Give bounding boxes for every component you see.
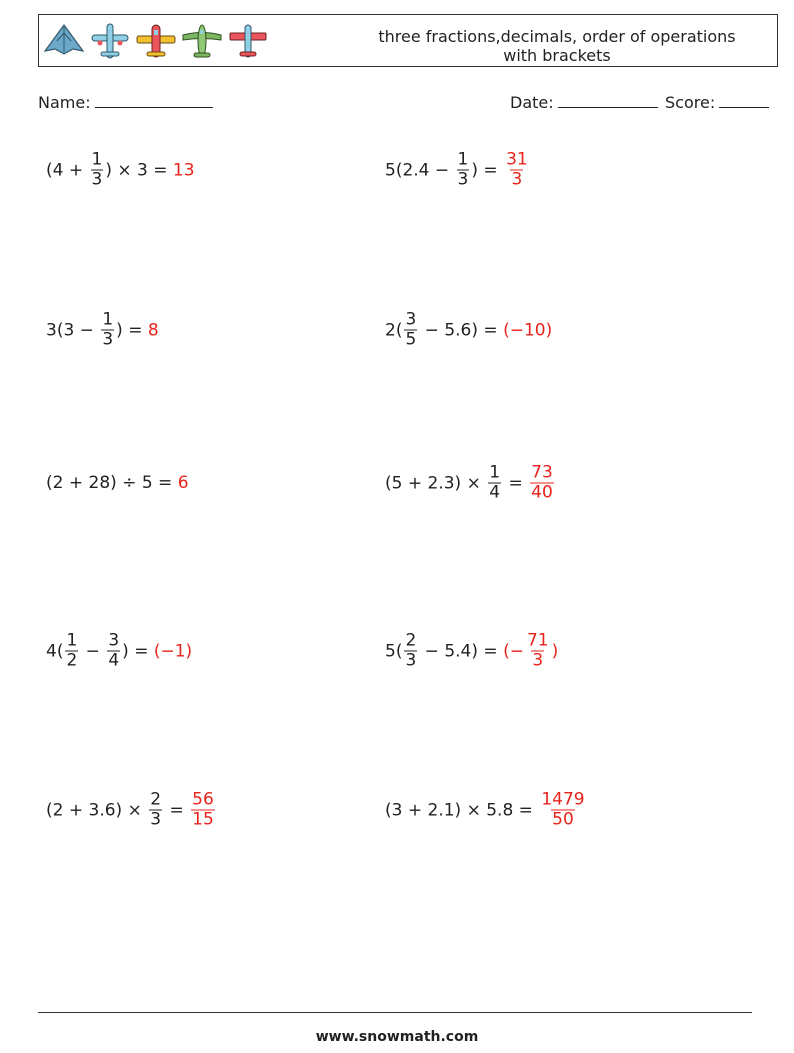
problem-5: [46, 473, 189, 493]
fraction: [505, 151, 529, 190]
problem-9: [46, 791, 217, 830]
expression-text: − 5.6) =: [419, 320, 504, 340]
expression-text: (2 + 3.6) ×: [46, 800, 148, 820]
denominator: 3: [405, 650, 417, 671]
problem-1: [46, 151, 195, 190]
score-label: Score:: [665, 93, 716, 112]
problem-10: [385, 791, 588, 830]
red-plane-icon: [227, 21, 269, 61]
numerator: 1: [457, 149, 469, 170]
title-line-1: three fractions,decimals, order of operations: [378, 27, 736, 46]
fraction: [540, 791, 585, 830]
numerator: 1: [91, 149, 103, 170]
expression-text: (5 + 2.3) ×: [385, 473, 487, 493]
problem-question: [385, 151, 503, 190]
name-blank[interactable]: [95, 93, 213, 108]
fraction: [404, 311, 417, 350]
fraction: [526, 632, 550, 671]
denominator: 3: [91, 169, 103, 190]
fraction: [149, 791, 162, 830]
problem-question: [46, 632, 154, 671]
green-plane-icon: [181, 21, 223, 61]
expression-text: (2 + 28) ÷ 5 =: [46, 473, 178, 493]
expression-text: =: [503, 473, 529, 493]
fraction: [488, 464, 501, 503]
expression-text: 3(3 −: [46, 320, 100, 340]
name-field[interactable]: [38, 93, 213, 112]
expression-text: 6: [177, 473, 189, 493]
problem-answer: [154, 641, 192, 661]
stealth-plane-icon: [43, 21, 85, 61]
problem-answer: [173, 160, 195, 180]
denominator: 3: [511, 169, 523, 190]
expression-text: − 5.4) =: [419, 641, 504, 661]
expression-text: 5(2.4 −: [385, 160, 455, 180]
expression-text: =: [164, 800, 190, 820]
jet-plane-icon: [89, 21, 131, 61]
numerator: 31: [506, 149, 528, 170]
expression-text: ) =: [116, 320, 148, 340]
numerator: 73: [531, 462, 553, 483]
fraction: [107, 632, 120, 671]
numerator: 3: [108, 630, 120, 651]
denominator: 15: [192, 809, 214, 830]
worksheet-header: [38, 14, 778, 67]
expression-text: 2(: [385, 320, 403, 340]
expression-text: 5(: [385, 641, 403, 661]
numerator: 2: [405, 630, 417, 651]
numerator: 2: [150, 789, 162, 810]
title-line-2: with brackets: [503, 46, 611, 65]
numerator: 1: [102, 309, 114, 330]
numerator: 1: [66, 630, 78, 651]
footer-url: www.snowmath.com: [315, 1029, 479, 1045]
numerator: 71: [526, 630, 549, 651]
expression-text: ): [551, 641, 559, 661]
denominator: 50: [552, 809, 574, 830]
numerator: 1: [489, 462, 501, 483]
expression-text: 4(: [46, 641, 64, 661]
problem-answer: [528, 464, 556, 503]
expression-text: ) × 3 =: [105, 160, 173, 180]
denominator: 3: [102, 329, 114, 350]
score-blank[interactable]: [719, 93, 769, 108]
denominator: 2: [66, 650, 78, 671]
numerator: 56: [192, 789, 214, 810]
problem-question: [46, 311, 148, 350]
problem-7: [46, 632, 192, 671]
denominator: 4: [489, 482, 501, 503]
fraction: [91, 151, 104, 190]
fraction: [404, 632, 417, 671]
problem-question: [385, 632, 503, 671]
problem-8: [385, 632, 558, 671]
expression-text: ) =: [471, 160, 504, 180]
problem-answer: [148, 320, 159, 340]
expression-text: (−1): [153, 641, 193, 661]
problem-question: [385, 464, 528, 503]
denominator: 5: [405, 329, 417, 350]
problem-2: [385, 151, 531, 190]
problem-6: [385, 464, 556, 503]
name-label: Name:: [38, 93, 91, 112]
fraction: [457, 151, 470, 190]
expression-text: ) =: [122, 641, 154, 661]
problem-question: [46, 151, 173, 190]
date-blank[interactable]: [558, 93, 658, 108]
problem-question: [385, 800, 538, 820]
problem-answer: [178, 473, 189, 493]
fraction: [65, 632, 78, 671]
problem-answer: [503, 320, 552, 340]
score-field[interactable]: [665, 93, 769, 112]
expression-text: −: [80, 641, 106, 661]
problem-3: [46, 311, 159, 350]
expression-text: (−: [503, 641, 524, 661]
expression-text: 8: [147, 320, 159, 340]
date-field[interactable]: [510, 93, 658, 112]
problem-question: [46, 791, 189, 830]
worksheet-title: [347, 27, 767, 65]
expression-text: (3 + 2.1) × 5.8 =: [385, 800, 539, 820]
fraction: [530, 464, 554, 503]
problem-4: [385, 311, 552, 350]
footer-divider: [38, 1012, 752, 1013]
date-label: Date:: [510, 93, 554, 112]
denominator: 3: [457, 169, 469, 190]
expression-text: (−10): [503, 320, 553, 340]
fraction: [191, 791, 215, 830]
numerator: 1479: [541, 789, 585, 810]
problem-answer: [189, 791, 217, 830]
numerator: 3: [405, 309, 417, 330]
expression-text: 13: [172, 160, 195, 180]
problem-answer: [503, 632, 558, 671]
problem-answer: [538, 791, 587, 830]
problem-question: [385, 311, 503, 350]
yellow-plane-icon: [135, 21, 177, 61]
expression-text: (4 +: [46, 160, 89, 180]
denominator: 4: [108, 650, 120, 671]
denominator: 3: [532, 650, 544, 671]
problem-question: [46, 473, 178, 493]
fraction: [101, 311, 114, 350]
denominator: 3: [150, 809, 162, 830]
denominator: 40: [531, 482, 553, 503]
problem-answer: [503, 151, 531, 190]
